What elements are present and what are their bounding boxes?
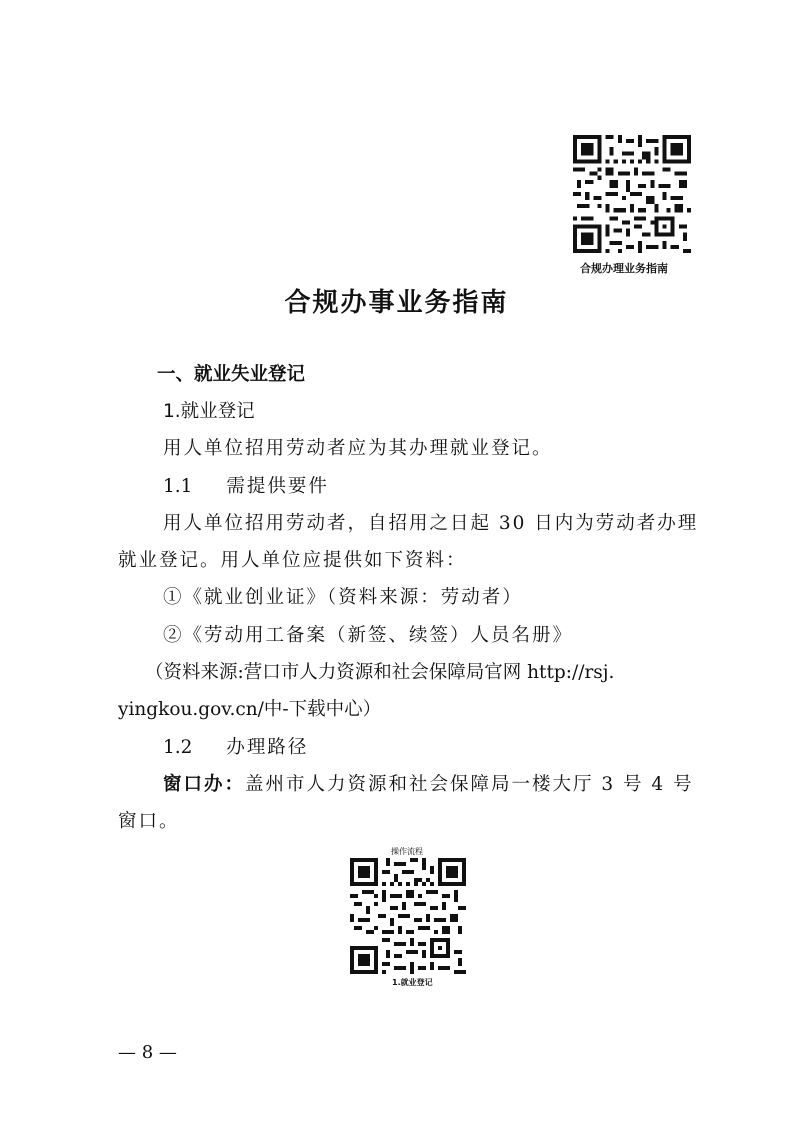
page-title: 合规办事业务指南 <box>284 288 509 318</box>
qr-bottom-header: 操作流程 <box>391 847 423 856</box>
subsection-heading <box>163 396 255 428</box>
qr-bottom-caption: 1.就业登记 <box>392 978 433 987</box>
material-item-2: ②《劳动用工备案（新签、续签）人员名册》 <box>163 625 574 646</box>
item-1-2-heading <box>163 732 308 764</box>
item-1-1-label: 需提供要件 <box>226 476 329 497</box>
window-line-continued: 窗口。 <box>118 811 180 832</box>
section-heading: 一、就业失业登记 <box>157 364 306 385</box>
window-line <box>163 769 694 801</box>
paragraph-line: 就业登记。用人单位应提供如下资料： <box>118 550 467 571</box>
window-text: 盖州市人力资源和社会保障局一楼大厅 3 号 4 号 <box>245 774 694 795</box>
source-line: （资料来源:营口市人力资源和社会保障局官网 http://rsj. <box>145 662 615 683</box>
paragraph-line: 用人单位招用劳动者，自招用之日起 30 日内为劳动者办理 <box>163 513 699 534</box>
qr-code-top <box>573 135 691 253</box>
subsection-heading-text: 1.就业登记 <box>163 401 255 422</box>
window-label: 窗口办： <box>163 774 246 795</box>
material-item-1: ①《就业创业证》（资料来源：劳动者） <box>163 587 523 608</box>
page-number: — 8 — <box>118 1042 177 1063</box>
qr-code-top-pattern <box>573 135 691 253</box>
item-1-2-number: 1.2 <box>163 737 193 758</box>
item-1-1-number: 1.1 <box>163 476 193 497</box>
intro-paragraph: 用人单位招用劳动者应为其办理就业登记。 <box>163 438 553 459</box>
qr-top-caption: 合规办理业务指南 <box>580 262 668 275</box>
qr-code-bottom <box>350 858 466 974</box>
qr-code-bottom-pattern <box>350 858 466 974</box>
item-1-2-label: 办理路径 <box>226 737 309 758</box>
source-line: yingkou.gov.cn/中-下载中心） <box>118 699 382 720</box>
item-1-1-heading <box>163 471 329 503</box>
